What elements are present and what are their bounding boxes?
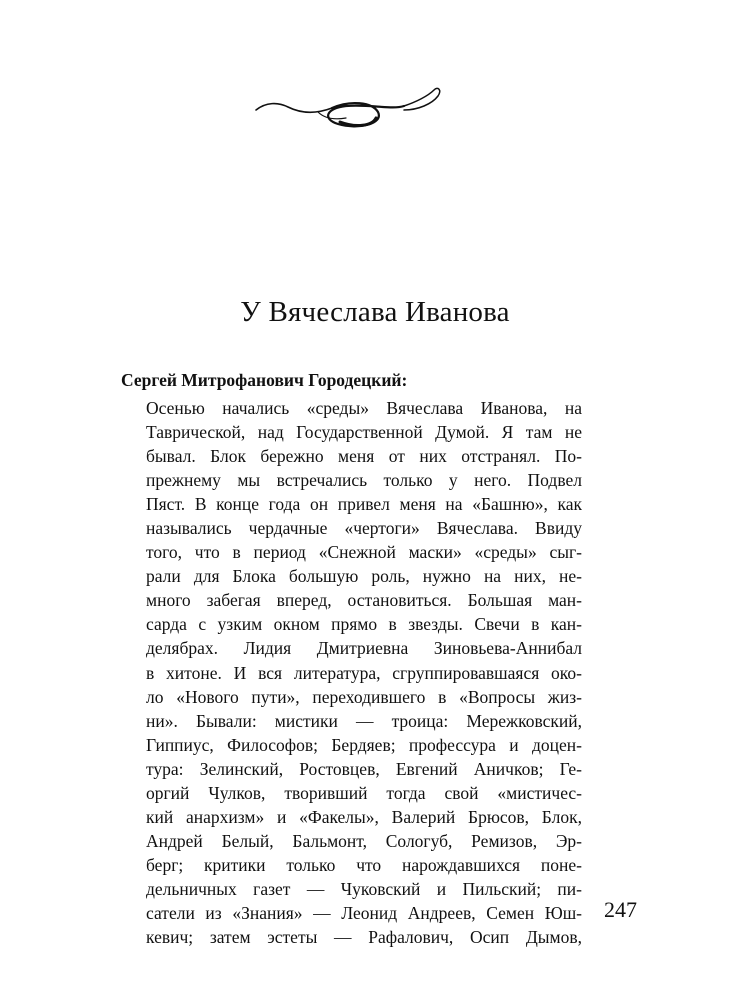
speaker-name: Сергей Митрофанович Городецкий: [121, 370, 408, 390]
text-line: в хитоне. И вся литература, сгруппировавшаяся око- [146, 662, 582, 683]
chapter-title: У Вячеслава Иванова [240, 296, 510, 328]
text-line: Андрей Белый, Бальмонт, Сологуб, Ремизов, Эр- [146, 830, 582, 851]
text-line: берг; критики только что нарождавшихся поне- [146, 854, 582, 875]
text-line: сатели из «Знания» — Леонид Андреев, Семен Юш- [146, 902, 582, 923]
text-line: тура: Зелинский, Ростовцев, Евгений Аничков; Ге- [146, 758, 582, 779]
text-line: оргий Чулков, творивший тогда свой «мистичес- [146, 782, 582, 803]
text-line: делябрах. Лидия Дмитриевна Зиновьева-Аннибал [146, 638, 582, 659]
text-line: Осенью начались «среды» Вячеслава Иванова, на [146, 398, 582, 418]
text-line: сарда с узким окном прямо в звезды. Свечи в кан- [146, 614, 582, 635]
text-line: ло «Нового пути», переходившего в «Вопросы жиз- [146, 686, 582, 707]
text-line: Пяст. В конце года он привел меня на «Башню», как [146, 494, 582, 515]
page-number: 247 [604, 897, 637, 922]
text-line: кевич; затем эстеты — Рафалович, Осип Дымов, [146, 927, 582, 948]
text-line: много забегая вперед, остановиться. Большая ман- [146, 590, 582, 611]
text-line: прежнему мы встречались только у него. Подвел [146, 470, 582, 491]
text-line: рали для Блока большую роль, нужно на них, не- [146, 566, 582, 587]
text-line: назывались чердачные «чертоги» Вячеслава. Ввиду [146, 518, 582, 539]
text-line: кий анархизм» и «Факелы», Валерий Брюсов, Блок, [146, 806, 582, 827]
body-text [146, 396, 582, 949]
text-line: того, что в период «Снежной маски» «среды» сыг- [146, 542, 582, 563]
text-line: дельничных газет — Чуковский и Пильский; пи- [146, 878, 582, 899]
text-line: бывал. Блок бережно меня от них отстранял. По- [146, 446, 582, 467]
text-line: Гиппиус, Философов; Бердяев; профессура и доцен- [146, 734, 582, 755]
text-line: Таврической, над Государственной Думой. Я там не [146, 422, 582, 443]
text-line: ни». Бывали: мистики — троица: Мережковский, [146, 710, 582, 731]
flourish-ornament-icon [254, 80, 444, 136]
